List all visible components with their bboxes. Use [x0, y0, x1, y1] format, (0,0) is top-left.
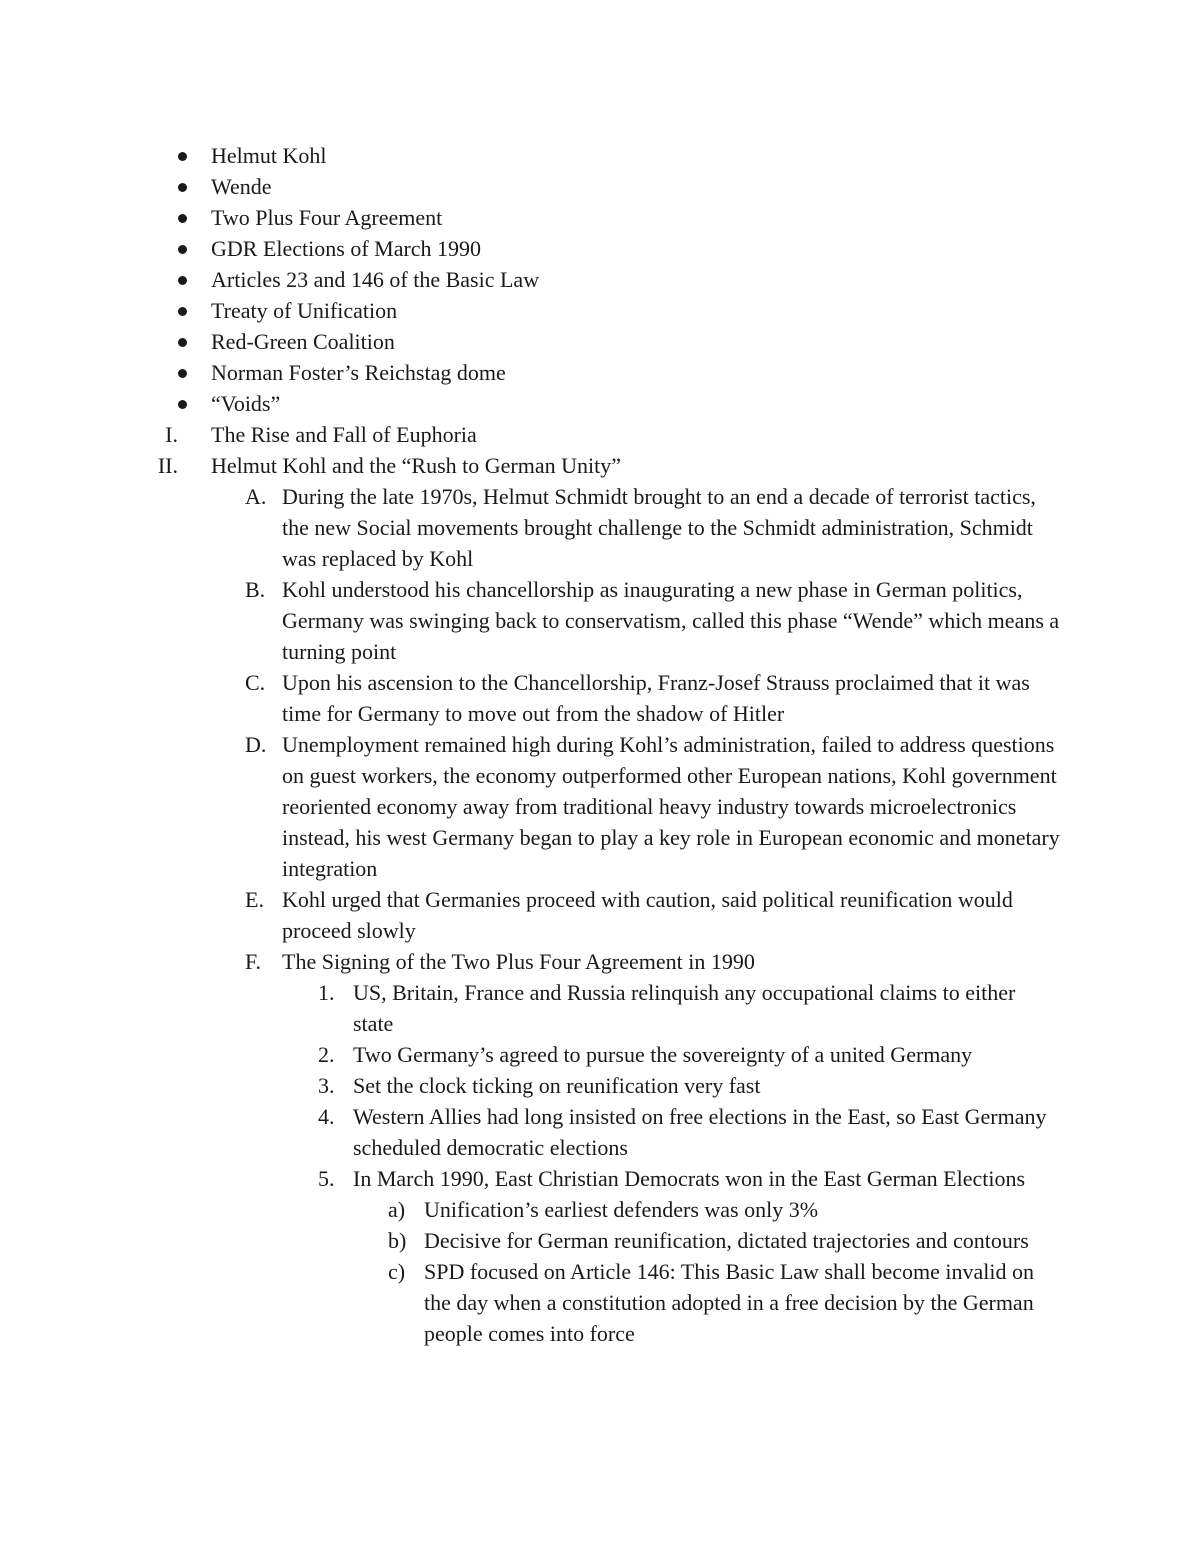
- bullet-item: [0, 295, 1200, 326]
- point-text: During the late 1970s, Helmut Schmidt brought to an end a decade of terrorist tactics, the new Social movements brought challenge to the Schmidt administration, Schmidt was replaced by Kohl: [282, 484, 1036, 571]
- bullet-icon: [178, 245, 187, 254]
- outline-subpoint: [0, 1039, 1200, 1070]
- outline-detail: [0, 1194, 1200, 1225]
- outline-point: [0, 667, 1200, 729]
- bullet-icon: [178, 152, 187, 161]
- bullet-item: [0, 171, 1200, 202]
- point-marker: A.: [245, 484, 267, 509]
- bullet-icon: [178, 307, 187, 316]
- outline-detail: [0, 1256, 1200, 1349]
- bullet-text: “Voids”: [211, 391, 281, 416]
- point-text: Kohl urged that Germanies proceed with caution, said political reunification would proceed slowly: [282, 887, 1013, 943]
- point-text: The Signing of the Two Plus Four Agreement in 1990: [282, 949, 755, 974]
- detail-marker: a): [388, 1197, 406, 1222]
- point-marker: C.: [245, 670, 266, 695]
- section-heading: [0, 419, 1200, 450]
- section-text: The Rise and Fall of Euphoria: [211, 422, 477, 447]
- bullet-item: [0, 357, 1200, 388]
- subpoint-marker: 4.: [318, 1104, 335, 1129]
- subpoint-text: In March 1990, East Christian Democrats won in the East German Elections: [353, 1166, 1026, 1191]
- outline-subpoint: [0, 977, 1200, 1039]
- bullet-item: [0, 326, 1200, 357]
- section-marker: II.: [157, 453, 178, 478]
- bullet-text: Helmut Kohl: [211, 143, 327, 168]
- bullet-text: Two Plus Four Agreement: [211, 205, 443, 230]
- outline-point: [0, 884, 1200, 946]
- outline-point: [0, 946, 1200, 977]
- subpoint-marker: 2.: [318, 1042, 335, 1067]
- subpoint-marker: 3.: [318, 1073, 335, 1098]
- bullet-icon: [178, 183, 187, 192]
- point-text: Unemployment remained high during Kohl’s administration, failed to address questions on guest workers, the economy outperformed other European nations, Kohl government reoriented economy away from traditional heavy industry towards microelectronics instead, his west Germany began to play a key role in European economic and monetary integration: [282, 732, 1060, 881]
- bullet-icon: [178, 338, 187, 347]
- subpoint-marker: 1.: [318, 980, 335, 1005]
- bullet-item: [0, 202, 1200, 233]
- point-marker: F.: [245, 949, 261, 974]
- detail-marker: c): [388, 1259, 406, 1284]
- outline-detail: [0, 1225, 1200, 1256]
- outline-subpoint: [0, 1101, 1200, 1163]
- subpoint-marker: 5.: [318, 1166, 335, 1191]
- point-marker: B.: [245, 577, 266, 602]
- bullet-item: [0, 140, 1200, 171]
- point-text: Upon his ascension to the Chancellorship, Franz-Josef Strauss proclaimed that it was time for Germany to move out from the shadow of Hitler: [282, 670, 1030, 726]
- section-marker: I.: [165, 422, 178, 447]
- bullet-icon: [178, 214, 187, 223]
- bullet-text: GDR Elections of March 1990: [211, 236, 482, 261]
- section-heading: [0, 450, 1200, 481]
- outline-point: [0, 481, 1200, 574]
- document-page: [0, 140, 1200, 1349]
- bullet-text: Treaty of Unification: [211, 298, 398, 323]
- bullet-icon: [178, 369, 187, 378]
- detail-text: Unification’s earliest defenders was only 3%: [424, 1197, 819, 1222]
- bullet-icon: [178, 276, 187, 285]
- outline-subpoint: [0, 1070, 1200, 1101]
- outline-point: [0, 729, 1200, 884]
- subpoint-text: US, Britain, France and Russia relinquish any occupational claims to either state: [353, 980, 1016, 1036]
- outline-point: [0, 574, 1200, 667]
- bullet-text: Red-Green Coalition: [211, 329, 395, 354]
- detail-marker: b): [388, 1228, 407, 1253]
- bullet-text: Wende: [211, 174, 272, 199]
- detail-text: Decisive for German reunification, dictated trajectories and contours: [424, 1228, 1029, 1253]
- subpoint-text: Two Germany’s agreed to pursue the sovereignty of a united Germany: [353, 1042, 973, 1067]
- bullet-icon: [178, 400, 187, 409]
- point-text: Kohl understood his chancellorship as inaugurating a new phase in German politics, Germany was swinging back to conservatism, called this phase “Wende” which means a turning point: [282, 577, 1060, 664]
- outline-subpoint: [0, 1163, 1200, 1194]
- bullet-text: Norman Foster’s Reichstag dome: [211, 360, 506, 385]
- point-marker: E.: [245, 887, 264, 912]
- point-marker: D.: [245, 732, 267, 757]
- subpoint-text: Set the clock ticking on reunification very fast: [353, 1073, 761, 1098]
- bullet-text: Articles 23 and 146 of the Basic Law: [211, 267, 540, 292]
- bullet-item: [0, 388, 1200, 419]
- subpoint-text: Western Allies had long insisted on free elections in the East, so East Germany scheduled democratic elections: [353, 1104, 1047, 1160]
- detail-text: SPD focused on Article 146: This Basic Law shall become invalid on the day when a constitution adopted in a free decision by the German people comes into force: [424, 1259, 1034, 1346]
- bullet-item: [0, 264, 1200, 295]
- bullet-item: [0, 233, 1200, 264]
- section-text: Helmut Kohl and the “Rush to German Unity”: [211, 453, 621, 478]
